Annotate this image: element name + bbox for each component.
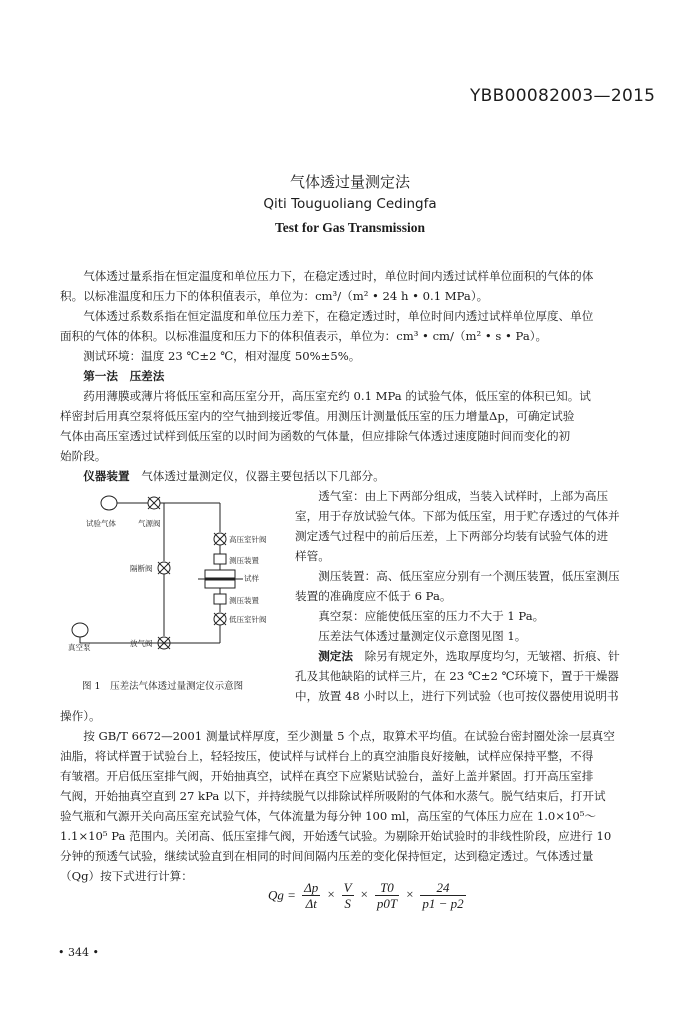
- apparatus-text: 气体透过量测定仪，仪器主要包括以下几部分。: [141, 469, 385, 483]
- label-gauge-1: 测压装置: [229, 556, 259, 565]
- label-gas-valve: 气源阀: [138, 519, 161, 528]
- method1-heading: 第一法 压差法: [83, 369, 165, 383]
- title-zh: 气体透过量测定法: [289, 173, 410, 191]
- rc-line: 真空泵：应能使低压室的压力不大于 1 Pa。: [318, 609, 545, 623]
- fraction-t0-p0t: $\frac{T0}{p0T}$: [376, 880, 398, 911]
- rc-line: 测压装置：高、低压室应分别有一个测压装置，低压室测压: [318, 569, 620, 583]
- right-column: [295, 486, 654, 706]
- formula: [268, 880, 469, 911]
- label-vent: 放气阀: [130, 639, 153, 648]
- label-gauge-2: 测压装置: [229, 596, 259, 605]
- rc-line: 样管。: [295, 549, 330, 563]
- fraction-dp-dt: $\frac{\Delta p}{\Delta t}$: [304, 880, 319, 911]
- rc-line: 中，放置 48 小时以上，进行下列试验（也可按仪器使用说明书: [295, 689, 619, 703]
- apparatus-line: [60, 466, 654, 486]
- rc-line: 室，用于存放试验气体。下部为低压室，用于贮存透过的气体并: [295, 509, 620, 523]
- formula-lhs: Qg =: [268, 887, 296, 903]
- label-vacuum-pump: 真空泵: [68, 643, 91, 652]
- method-text: 除另有规定外，选取厚度均匀，无皱褶、折痕、针: [364, 649, 620, 663]
- apparatus-label: 仪器装置: [83, 469, 130, 483]
- label-sample: 试样: [244, 574, 259, 583]
- times-sign: ×: [405, 886, 415, 902]
- intro-paragraph-3: 测试环境：温度 23 ℃±2 ℃，相对湿度 50%±5%。: [83, 349, 361, 363]
- page-number: • 344 •: [58, 946, 99, 959]
- method-label: 测定法: [318, 649, 353, 663]
- rc-line: 透气室：由上下两部分组成，当装入试样时，上部为高压: [318, 489, 609, 503]
- fraction-24-dp: $\frac{24}{p1 - p2}$: [422, 880, 464, 911]
- body-continuation: 操作）。: [60, 709, 101, 723]
- label-lp-needle: 低压室针阀: [229, 615, 267, 624]
- title-en: Test for Gas Transmission: [275, 220, 425, 235]
- rc-line: 孔及其他缺陷的试样三片，在 23 ℃±2 ℃环境下，置于干燥器: [295, 669, 619, 683]
- rc-line: 压差法气体透过量测定仪示意图见图 1。: [318, 629, 527, 643]
- intro-paragraph-2: 气体透过系数系指在恒定温度和单位压力差下，在稳定透过时，单位时间内透过试样单位厚度、单位 面积的气体的体积。以标准温度和压力下的体积值表示，单位为：cm³ • cm/（m² • s • Pa）。: [60, 309, 594, 343]
- cell-upper: [205, 570, 235, 578]
- vacuum-pump-symbol: [72, 623, 88, 637]
- pressure-gauge-lower: [214, 594, 226, 604]
- label-isolation: 隔断阀: [130, 564, 153, 573]
- cell-lower: [205, 580, 235, 588]
- test-gas-cylinder: [101, 496, 117, 510]
- rc-line: 测定透气过程中的前后压差，上下两部分均装有试验气体的进: [295, 529, 609, 543]
- apparatus-diagram: [68, 488, 300, 656]
- title-pinyin: Qiti Touguoliang Cedingfa: [263, 196, 437, 212]
- standard-number: YBB00082003—2015: [470, 86, 656, 106]
- procedure-paragraph: 按 GB/T 6672—2001 测量试样厚度，至少测量 5 个点，取算术平均值。在试验台密封圈处涂一层真空 油脂，将试样置于试验台上，轻轻按压，使试样与试样台上的真空油脂良好接触，试样应保持平整，不得 有皱褶。开启低压室排气阀，开始抽真空，试样在真空下应紧贴试验台，盖好上盖并紧固。打开高压室排 气阀，开始抽真空直到 27 kPa 以下，并持续脱气以排除试样所吸附的气体和水蒸气。脱气结束后，打开试 验气瓶和气源开关向高压室充试验气体，气体流量为每分钟 100 ml，高压室的气体压力应在 1.0×10⁵～ 1.1×10⁵ Pa 范围内。关闭高、低压室排气阀，开始透气试验。为剔除开始试验时的非线性阶段，应进行 10 分钟的预透气试验，继续试验直到在相同的时间间隔内压差的变化保持恒定，达到稳定透过。气体透过量 （Qg）按下式进行计算：: [60, 729, 615, 883]
- times-sign: ×: [326, 886, 336, 902]
- rc-line: [295, 646, 654, 666]
- rc-line: 装置的准确度应不低于 6 Pa。: [295, 589, 452, 603]
- times-sign: ×: [359, 886, 369, 902]
- fraction-v-s: $\frac{V}{S}$: [343, 880, 352, 911]
- label-hp-needle: 高压室针阀: [229, 535, 267, 544]
- label-test-gas: 试验气体: [86, 519, 116, 528]
- figure-caption: 图 1 压差法气体透过量测定仪示意图: [82, 681, 244, 692]
- pressure-gauge-upper: [214, 554, 226, 564]
- intro-paragraph-1: 气体透过量系指在恒定温度和单位压力下，在稳定透过时，单位时间内透过试样单位面积的气体的体 积。以标准温度和压力下的体积值表示，单位为：cm³/（m² • 24 h • 0.1 MPa）。: [60, 269, 594, 303]
- method1-principle: 药用薄膜或薄片将低压室和高压室分开，高压室充约 0.1 MPa 的试验气体，低压室的体积已知。试 样密封后用真空泵将低压室内的空气抽到接近零值。用测压计测量低压室的压力增量Δp，可确定试验 气体由高压室透过试样到低压室的以时间为函数的气体量，但应排除气体透过速度随时间而变化的初 始阶段。: [60, 389, 591, 463]
